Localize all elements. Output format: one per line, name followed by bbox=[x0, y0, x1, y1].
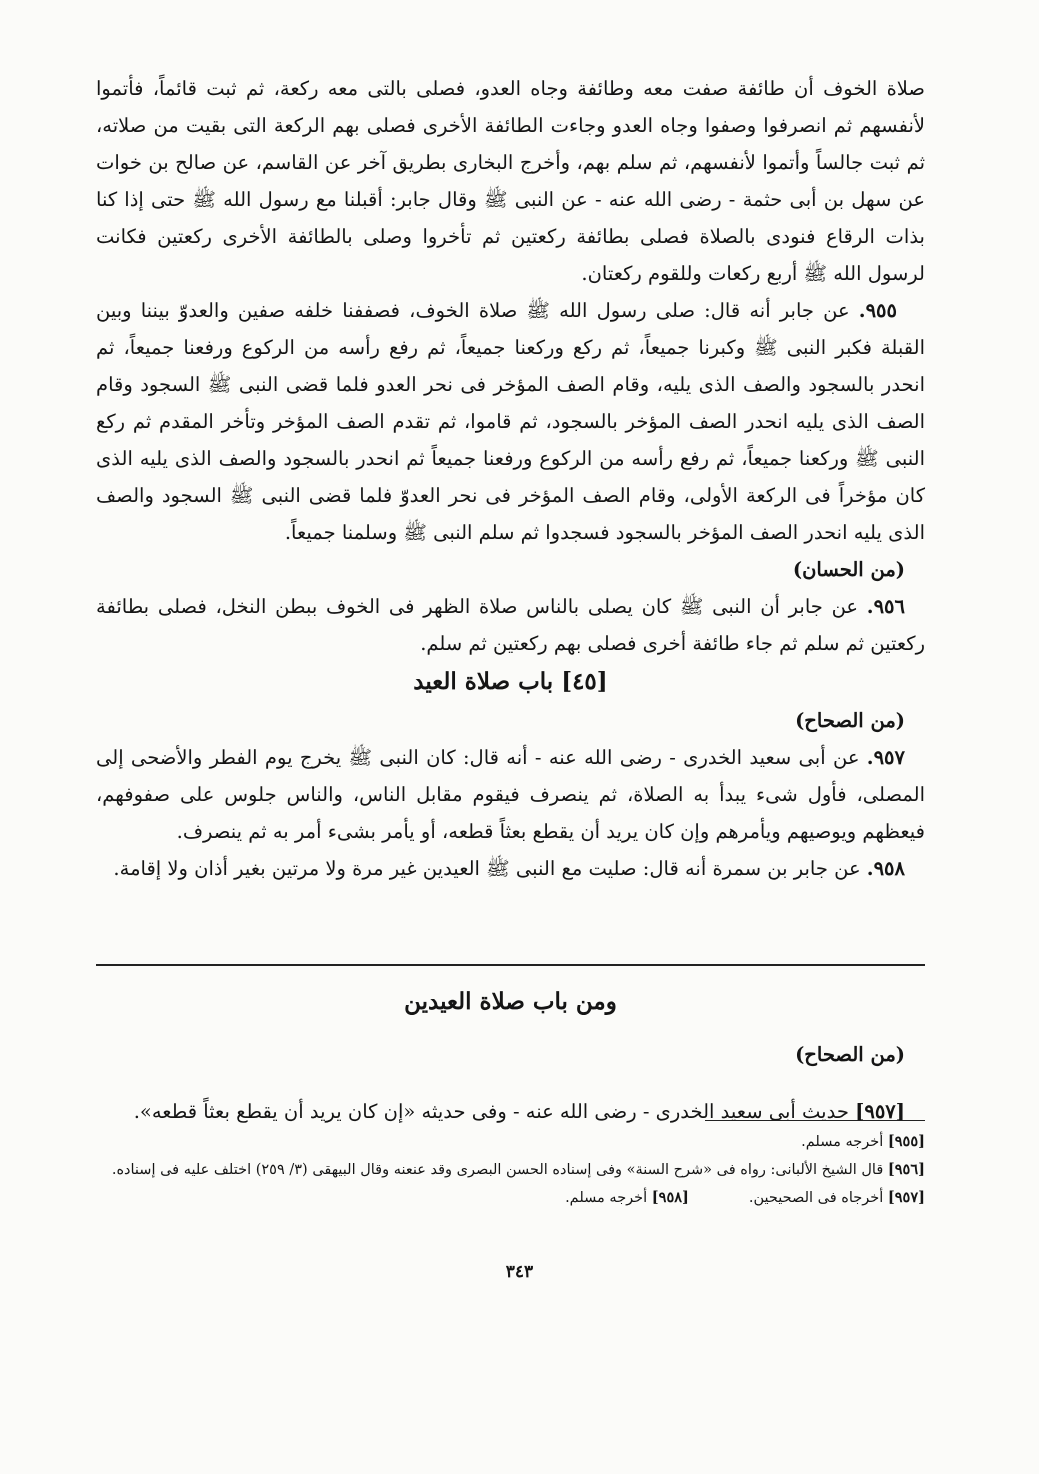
footnote-text: قال الشيخ الألبانى: رواه فى «شرح السنة» وفى إسناده الحسن البصرى وقد عنعنه وقال البيهقى (٣/ ٢٥٩) اختلف عليه فى إسناده. bbox=[111, 1162, 888, 1178]
footnote-number: [٩٥٥] bbox=[887, 1133, 925, 1150]
hadith-956 bbox=[96, 588, 925, 662]
hadith-number: ٩٥٦. bbox=[866, 595, 905, 618]
footnote-number: [٩٥٨] bbox=[651, 1189, 689, 1206]
footnote-958 bbox=[565, 1184, 689, 1212]
hadith-number: ٩٥٥. bbox=[858, 299, 897, 322]
commentary-source-heading: (من الصحاح) bbox=[795, 1043, 905, 1066]
hadith-text: عن جابر أنه قال: صلى رسول الله ﷺ صلاة الخوف، فصففنا خلفه صفين والعدوّ بيننا وبين القبلة فكبر النبى ﷺ وكبرنا جميعاً، ثم ركع وركعنا جميعاً، ثم رفع رأسه من الركوع ورفعنا جميعاً، ثم انحدر بالسجود والصف الذى يليه، وقام الصف المؤخر فى نحر العدو فلما قضى النبى ﷺ السجود وقام الصف الذى يليه انحدر الصف المؤخر بالسجود، ثم قاموا، ثم تقدم الصف المؤخر وتأخر المقدم ثم ركع النبى ﷺ وركعنا جميعاً، ثم رفع رأسه من الركوع ورفعنا جميعاً ثم انحدر بالسجود والصف الذى يليه الذى كان مؤخراً فى الركعة الأولى، وقام الصف المؤخر فى نحر العدوّ فلما قضى النبى ﷺ السجود والصف الذى يليه انحدر الصف المؤخر بالسجود فسجدوا ثم سلم النبى ﷺ وسلمنا جميعاً. bbox=[96, 299, 925, 544]
commentary-item-957 bbox=[96, 1093, 925, 1130]
source-heading-hisan: (من الحسان) bbox=[792, 558, 905, 581]
footnote-text: أخرجه مسلم. bbox=[801, 1134, 888, 1150]
hadith-958 bbox=[96, 850, 925, 887]
footnote-row bbox=[96, 1184, 925, 1212]
commentary-section bbox=[96, 980, 925, 1149]
hadith-957 bbox=[96, 739, 925, 850]
footnotes bbox=[96, 1128, 925, 1212]
footnote-text: أخرجاه فى الصحيحين. bbox=[748, 1190, 888, 1206]
footnote-divider bbox=[705, 1120, 925, 1121]
commentary-text: حديث أبى سعيد الخدرى - رضى الله عنه - وفى حديثه «إن كان يريد أن يقطع بعثاً قطعه». bbox=[133, 1099, 856, 1123]
hadith-text: عن أبى سعيد الخدرى - رضى الله عنه - أنه قال: كان النبى ﷺ يخرج يوم الفطر والأضحى إلى المصلى، فأول شىء يبدأ به الصلاة، ثم ينصرف فيقوم مقابل الناس، والناس جلوس على صفوفهم، فيعظهم ويوصيهم ويأمرهم وإن كان يريد أن يقطع بعثاً قطعه، أو يأمر بشىء أمر به ثم ينصرف. bbox=[96, 746, 926, 843]
hadith-text: عن جابر أن النبى ﷺ كان يصلى بالناس صلاة الظهر فى الخوف ببطن النخل، فصلى بطائفة ركعتين ثم سلم ثم جاء طائفة أخرى فصلى بهم ركعتين ثم سلم. bbox=[96, 595, 925, 655]
hadith-number: ٩٥٧. bbox=[866, 746, 905, 769]
footnote-number: [٩٥٧] bbox=[887, 1189, 925, 1206]
hadith-number: ٩٥٨. bbox=[866, 857, 905, 880]
commentary-number: [٩٥٧] bbox=[855, 1099, 905, 1123]
page-number: ٣٤٣ bbox=[505, 1262, 534, 1282]
section-divider bbox=[96, 964, 925, 966]
footnote-956 bbox=[96, 1156, 925, 1184]
footnote-text: أخرجه مسلم. bbox=[565, 1190, 652, 1206]
footnote-955 bbox=[96, 1128, 925, 1156]
hadith-955 bbox=[96, 292, 925, 551]
paragraph-continuation: صلاة الخوف أن طائفة صفت معه وطائفة وجاه العدو، فصلى بالتى معه ركعة، ثم ثبت قائماً، فأتموا لأنفسهم ثم انصرفوا وصفوا وجاه العدو وجاءت الطائفة الأخرى فصلى بهم الركعة التى بقيت من صلاته، ثم ثبت جالساً وأتموا لأنفسهم، ثم سلم بهم، وأخرج البخارى بطريق آخر عن القاسم، عن صالح بن خوات عن سهل بن أبى حثمة - رضى الله عنه - عن النبى ﷺ وقال جابر: أقبلنا مع رسول الله ﷺ حتى إذا كنا بذات الرقاع فنودى بالصلاة فصلى بطائفة ركعتين ثم تأخروا وصلى بالطائفة الأخرى ركعتين فكانت لرسول الله ﷺ أربع ركعات وللقوم ركعتان. bbox=[96, 77, 925, 285]
footnote-957 bbox=[749, 1184, 925, 1212]
commentary-title: ومن باب صلاة العيدين bbox=[404, 988, 617, 1015]
chapter-title: [٤٥] باب صلاة العيد bbox=[413, 668, 608, 695]
main-text bbox=[96, 70, 925, 887]
footnote-number: [٩٥٦] bbox=[887, 1161, 925, 1178]
source-heading-sihah: (من الصحاح) bbox=[795, 709, 905, 732]
hadith-text: عن جابر بن سمرة أنه قال: صليت مع النبى ﷺ العيدين غير مرة ولا مرتين بغير أذان ولا إقامة. bbox=[113, 857, 867, 880]
